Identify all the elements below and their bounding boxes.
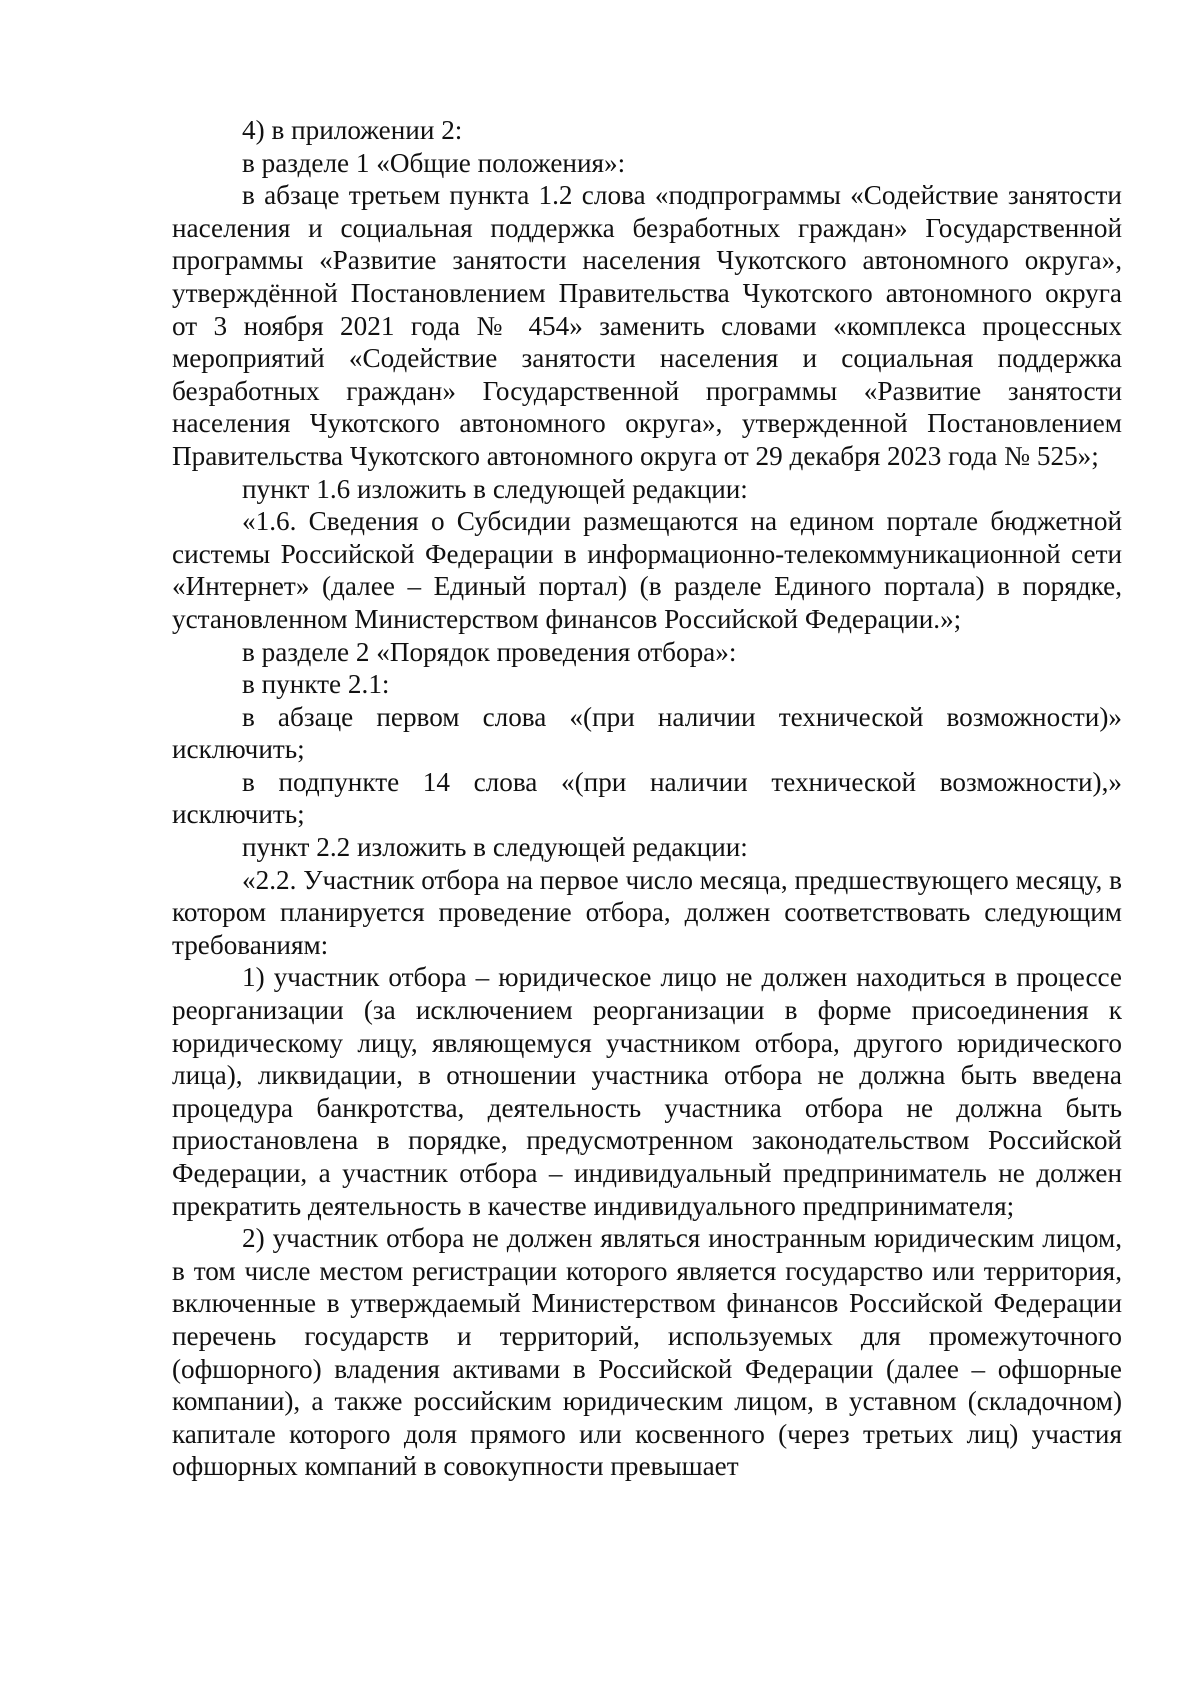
paragraph-section-1: в разделе 1 «Общие положения»: — [242, 147, 626, 178]
paragraph-requirement-1: 1) участник отбора – юридическое лицо не должен находиться в процессе реорганизации (за исключением реорганизации в форме присоединения к юридическому лицу, являющемуся участником отбора, другого юридического лица), ликвидации, в отношении участника отбора не должна быть введена процедура банкротства, деятельность участника отбора не должна быть приостановлена в порядке, предусмотренном законодательством Российской Федерации, а участник отбора – индивидуальный предприниматель не должен прекратить деятельность в качестве индивидуального предпринимателя; — [172, 962, 1122, 1221]
paragraph-clause-1-6-intro: пункт 1.6 изложить в следующей редакции: — [242, 473, 748, 504]
paragraph-requirement-2: 2) участник отбора не должен являться иностранным юридическим лицом, в том числе местом регистрации которого является государство или территория, включенные в утверждаемый Министерством финансов Российской Федерации перечень государств и территорий, используемых для промежуточного (офшорного) владения активами в Российской Федерации (далее – офшорные компании), а также российским юридическим лицом, в уставном (складочном) капитале которого доля прямого или косвенного (через третьих лиц) участия офшорных компаний в совокупности превышает — [172, 1223, 1122, 1482]
document-body — [172, 114, 1122, 1483]
paragraph-first-abzac: в абзаце первом слова «(при наличии технической возможности)» исключить; — [172, 701, 1122, 765]
paragraph-clause-2-1: в пункте 2.1: — [242, 669, 390, 700]
paragraph-clause-2-2-text: «2.2. Участник отбора на первое число месяца, предшествующего месяцу, в котором планируется проведение отбора, должен соответствовать следующим требованиям: — [172, 864, 1122, 960]
paragraph-clause-2-2-intro: пункт 2.2 изложить в следующей редакции: — [242, 832, 748, 863]
paragraph-section-2: в разделе 2 «Порядок проведения отбора»: — [242, 636, 737, 667]
paragraph-clause-1-6-text: «1.6. Сведения о Субсидии размещаются на едином портале бюджетной системы Российской Федерации в информационно-телекоммуникационной сети «Интернет» (далее – Единый портал) (в разделе Единого портала) в порядке, установленном Министерством финансов Российской Федерации.»; — [172, 506, 1122, 634]
paragraph-subclause-14: в подпункте 14 слова «(при наличии технической возможности),» исключить; — [172, 766, 1122, 830]
paragraph-appendix-2: 4) в приложении 2: — [242, 115, 463, 145]
paragraph-clause-1-2: в абзаце третьем пункта 1.2 слова «подпрограммы «Содействие занятости населения и социальная поддержка безработных граждан» Государственной программы «Развитие занятости населения Чукотского автономного округа», утверждённой Постановлением Правительства Чукотского автономного округа от 3 ноября 2021 года № 454» заменить словами «комплекса процессных мероприятий «Содействие занятости населения и социальная поддержка безработных граждан» Государственной программы «Развитие занятости населения Чукотского автономного округа», утвержденной Постановлением Правительства Чукотского автономного округа от 29 декабря 2023 года № 525»; — [172, 180, 1122, 471]
